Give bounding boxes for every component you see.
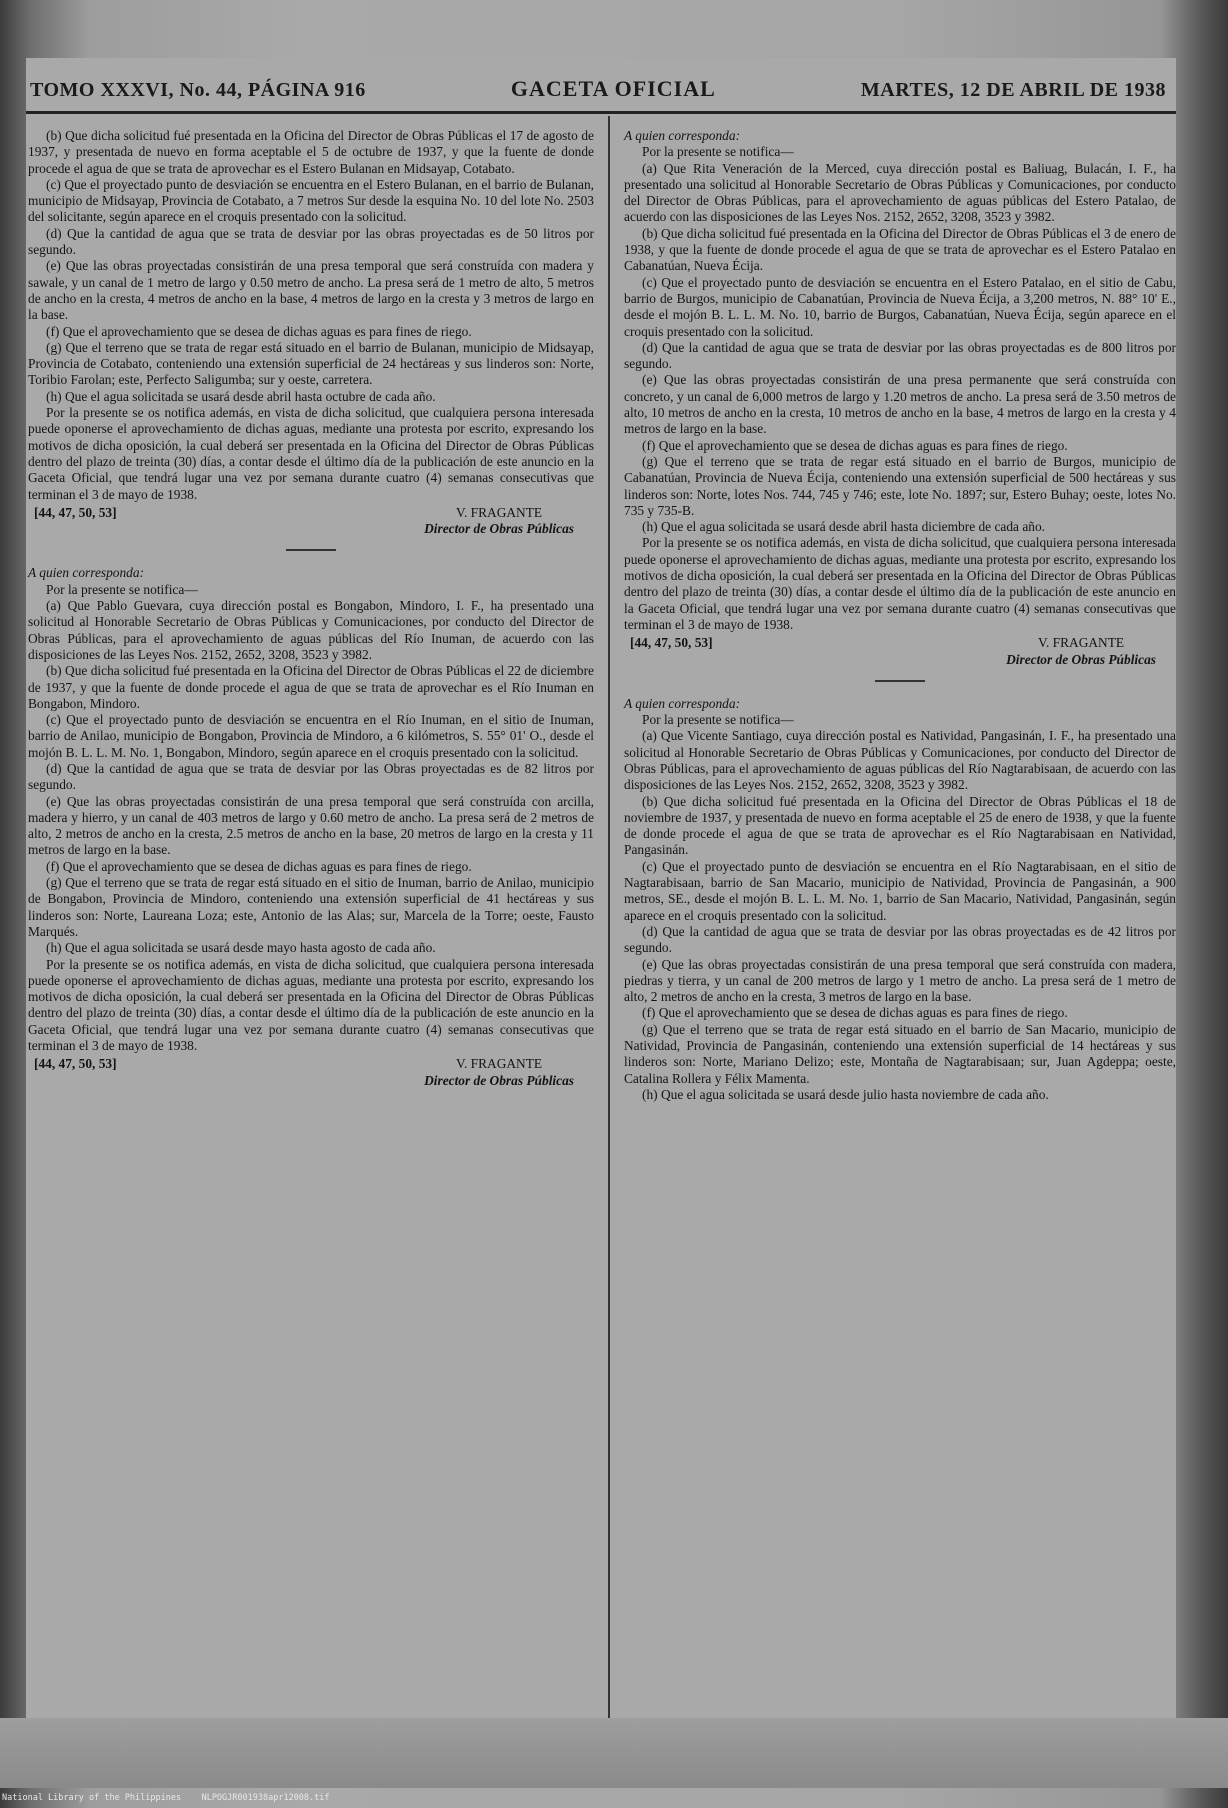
signature-block	[28, 1056, 594, 1089]
signer-name: V. FRAGANTE	[456, 1056, 543, 1072]
newspaper-page	[26, 58, 1176, 1718]
signer-name: V. FRAGANTE	[456, 504, 543, 520]
clause-g: (g) Que el terreno que se trata de regar está situado en el sitio de Inuman, barrio de Anilao, municipio de Bongabon, Provincia de Mindoro, conteniendo una extensión superficial de 41 hectáreas y sus linderos son: Norte, Laureana Loza; este, Antonio de las Alas; sur, Marcela de la Torre; oeste, Fausto Marqués.	[28, 875, 594, 939]
salutation: A quien corresponda:	[624, 128, 741, 143]
header-date: MARTES, 12 DE ABRIL DE 1938	[860, 79, 1166, 101]
clause-d: (d) Que la cantidad de agua que se trata de desviar por las obras proyectadas es de 800 litros por segundo.	[624, 339, 1176, 372]
clause-c: (c) Que el proyectado punto de desviación se encuentra en el Estero Bulanan, en el barrio de Bulanan, municipio de Midsayap, Provincia de Cotabato, a 7 metros Sur desde la esquina No. 10 del lote No. 2503 del solicitante, según aparece en el croquis presentado con la solicitud.	[28, 176, 594, 225]
clause-g: (g) Que el terreno que se trata de regar está situado en el barrio de San Macario, municipio de Natividad, Provincia de Pangasinán, conteniendo una extensión superficial de 14 hectáreas y sus linderos son: Norte, Mariano Delizo; este, Montaña de Nagtarabisaan; sur, Juan Agdeppa; oeste, Catalina Rollera y Félix Mamenta.	[624, 1021, 1176, 1086]
clause-e: (e) Que las obras proyectadas consistirán de una presa temporal que será construída con arcilla, madera y hierro, y un canal de 403 metros de largo y 0.60 metro de ancho. La presa será de 2 metros de alto, 2 metros de ancho en la cresta, 2.5 metros de ancho en la base, 20 metros de largo en la cresta y 11 metros de largo en la base.	[28, 793, 594, 858]
scan-bottom-margin	[0, 1718, 1228, 1788]
signatory	[1006, 635, 1176, 668]
left-column	[28, 128, 594, 1089]
clause-f: (f) Que el aprovechamiento que se desea de dichas aguas es para fines de riego.	[46, 858, 472, 874]
signature-block	[28, 505, 594, 538]
clause-d: (d) Que la cantidad de agua que se trata de desviar por las obras proyectadas es de 50 litros por segundo.	[28, 225, 594, 258]
clause-h: (h) Que el agua solicitada se usará desde mayo hasta agosto de cada año.	[46, 940, 436, 956]
clause-f: (f) Que el aprovechamiento que se desea de dichas aguas es para fines de riego.	[642, 437, 1068, 453]
notice-separator	[286, 549, 336, 551]
clause-a: (a) Que Vicente Santiago, cuya dirección postal es Natividad, Pangasinán, I. F., ha presentado una solicitud al Honorable Secretario de Obras Públicas y Comunicaciones, por conducto del Director de Obras Públicas, para el aprovechamiento de aguas públicas del Río Nagtarabisaan, de acuerdo con las disposiciones de las Leyes Nos. 2152, 2652, 3208, 3523 y 3982.	[624, 728, 1176, 793]
signer-title: Director de Obras Públicas	[424, 1072, 574, 1088]
header-rule	[26, 111, 1176, 114]
notice-midsayap	[28, 128, 594, 537]
issue-references: [44, 47, 50, 53]	[34, 1056, 117, 1072]
signature-block	[624, 635, 1176, 668]
notice-natividad	[624, 696, 1176, 1103]
column-divider	[608, 116, 610, 1738]
clause-h: (h) Que el agua solicitada se usará desde julio hasta noviembre de cada año.	[642, 1086, 1049, 1102]
signer-name: V. FRAGANTE	[1038, 635, 1125, 651]
clause-e: (e) Que las obras proyectadas consistirán de una presa permanente que será construída con concreto, y un canal de 6,000 metros de largo y 1.20 metros de ancho. La presa será de 3.50 metros de alto, 10 metros de ancho en la cresta, 10 metros de ancho en la base, 4 metros de largo en la cresta y 4 metros de largo en la base.	[624, 372, 1176, 437]
salutation: A quien corresponda:	[624, 695, 741, 711]
closing-paragraph: Por la presente se os notifica además, en vista de dicha solicitud, que cualquiera persona interesada puede oponerse el aprovechamiento de dichas aguas, mediante una protesta por escrito, expresando los motivos de dicha oposición, la cual deberá ser presentada en la Oficina del Director de Obras Públicas dentro del plazo de treinta (30) días, a contar desde el último día de la publicación de este anuncio en la Gaceta Oficial, que tendrá lugar una vez por semana durante cuatro (4) semanas consecutivas que terminan el 3 de mayo de 1938.	[28, 956, 594, 1054]
clause-d: (d) Que la cantidad de agua que se trata de desviar por las obras proyectadas es de 42 litros por segundo.	[624, 923, 1176, 956]
right-column	[624, 128, 1176, 1103]
signer-title: Director de Obras Públicas	[1006, 651, 1156, 667]
notice-cabanatuan	[624, 128, 1176, 668]
clause-c: (c) Que el proyectado punto de desviación se encuentra en el Río Inuman, en el sitio de Inuman, barrio de Anilao, municipio de Bongabon, Provincia de Mindoro, a 6 kilómetros, S. 55° 01' O., desde el mojón B. L. L. M. No. 1, Bongabon, Mindoro, según aparece en el croquis presentado con la solicitud.	[28, 712, 594, 760]
closing-paragraph: Por la presente se os notifica además, en vista de dicha solicitud, que cualquiera persona interesada puede oponerse el aprovechamiento de dichas aguas, mediante una protesta por escrito, expresando los motivos de dicha oposición, la cual deberá ser presentada en la Oficina del Director de Obras Públicas dentro del plazo de treinta (30) días, a contar desde el último día de la publicación de este anuncio en la Gaceta Oficial, que tendrá lugar una vez por semana durante cuatro (4) semanas consecutivas que terminan el 3 de mayo de 1938.	[28, 405, 594, 502]
clause-b: (b) Que dicha solicitud fué presentada en la Oficina del Director de Obras Públicas el 18 de noviembre de 1937, y presentada de nuevo en forma aceptable el 25 de enero de 1938, y que la fuente de donde procede el agua de que se trata de aprovechar es el Río Nagtarabisaan en Natividad, Pangasinán.	[624, 793, 1176, 858]
clause-c: (c) Que el proyectado punto de desviación se encuentra en el Río Nagtarabisaan, en el sitio de Nagtarabisaan, barrio de San Macario, municipio de Natividad, Provincia de Pangasinán, a 900 metros, SE., desde el mojón B. L. L. M. No. 1, barrio de San Macario, Natividad, Pangasinán, según aparece en el croquis presentado con la solicitud.	[624, 858, 1176, 923]
clause-g: (g) Que el terreno que se trata de regar está situado en el barrio de Bulanan, municipio de Midsayap, Provincia de Cotabato, conteniendo una extensión superficial de 24 hectáreas y sus linderos son: Norte, Toribio Farolan; este, Perfecto Saligumba; sur y oeste, carretera.	[28, 339, 594, 388]
clause-a: (a) Que Pablo Guevara, cuya dirección postal es Bongabon, Mindoro, I. F., ha presentado una solicitud al Honorable Secretario de Obras Públicas y Comunicaciones, por conducto del Director de Obras Públicas, para el aprovechamiento de aguas públicas del Río Inuman, de acuerdo con las disposiciones de las Leyes Nos. 2152, 2652, 3208, 3523 y 3982.	[28, 598, 594, 662]
scan-footer-caption: National Library of the Philippines NLPOGJR001938apr12008.tif	[2, 1793, 330, 1803]
clause-b: (b) Que dicha solicitud fué presentada en la Oficina del Director de Obras Públicas el 22 de diciembre de 1937, y que la fuente de donde procede el agua de que se trata de aprovechar es el Río Inuman en Bongabon, Mindoro.	[28, 663, 594, 711]
signer-title: Director de Obras Públicas	[424, 521, 574, 537]
closing-paragraph: Por la presente se os notifica además, en vista de dicha solicitud, que cualquiera persona interesada puede oponerse el aprovechamiento de dichas aguas, mediante una protesta por escrito, expresando los motivos de dicha oposición, la cual deberá ser presentada en la Oficina del Director de Obras Públicas dentro del plazo de treinta (30) días, a contar desde el último día de la publicación de este anuncio en la Gaceta Oficial, que tendrá lugar una vez por semana durante cuatro (4) semanas consecutivas que terminan el 3 de mayo de 1938.	[624, 535, 1176, 632]
intro: Por la presente se notifica—	[642, 712, 794, 728]
clause-e: (e) Que las obras proyectadas consistirán de una presa temporal que será construída con madera, piedras y tierra, y un canal de 200 metros de largo y 1 metro de ancho. La presa será de 1 metro de alto, 2 metros de ancho en la cresta, 3 metros de largo en la base.	[624, 956, 1176, 1005]
intro: Por la presente se notifica—	[46, 581, 198, 597]
clause-h: (h) Que el agua solicitada se usará desde abril hasta diciembre de cada año.	[642, 519, 1046, 535]
clause-b: (b) Que dicha solicitud fué presentada en la Oficina del Director de Obras Públicas el 17 de agosto de 1937, y presentada de nuevo en forma aceptable el 5 de octubre de 1937, y que la fuente de donde procede el agua de que se trata de aprovechar es el Estero Bulanan en Midsayap, Cotabato.	[28, 128, 594, 176]
notice-bongabon	[28, 565, 594, 1089]
salutation: A quien corresponda:	[28, 565, 145, 581]
clause-f: (f) Que el aprovechamiento que se desea de dichas aguas es para fines de riego.	[642, 1005, 1068, 1021]
clause-d: (d) Que la cantidad de agua que se trata de desviar por las Obras proyectadas es de 82 litros por segundo.	[28, 760, 594, 793]
signatory	[424, 505, 594, 538]
signatory	[424, 1056, 594, 1089]
clause-g: (g) Que el terreno que se trata de regar está situado en el barrio de Burgos, municipio de Cabanatúan, Provincia de Nueva Écija, conteniendo una extensión superficial de 500 hectáreas y sus linderos son: Norte, lotes Nos. 744, 745 y 746; este, lote No. 1897; sur, Estero Buhay; oeste, lotes No. 735 y 735-B.	[624, 453, 1176, 518]
clause-f: (f) Que el aprovechamiento que se desea de dichas aguas es para fines de riego.	[46, 323, 472, 339]
clause-a: (a) Que Rita Veneración de la Merced, cuya dirección postal es Baliuag, Bulacán, I. F., ha presentado una solicitud al Honorable Secretario de Obras Públicas y Comunicaciones, por conducto del Director de Obras Públicas, para el aprovechamiento de aguas públicas del Estero Patalao, de acuerdo con las disposiciones de las Leyes Nos. 2152, 2652, 3208, 3523 y 3982.	[624, 160, 1176, 225]
notice-separator	[875, 680, 925, 682]
issue-references: [44, 47, 50, 53]	[630, 635, 713, 651]
issue-references: [44, 47, 50, 53]	[34, 504, 117, 520]
clause-e: (e) Que las obras proyectadas consistirán de una presa temporal que será construída con madera y sawale, y un canal de 1 metro de largo y 0.50 metro de ancho. La presa será de 1 metro de alto, 5 metros de ancho en la cresta, 4 metros de ancho en la base, 4 metros de largo en la cresta y 3 metros de largo en la base.	[28, 258, 594, 323]
page-header	[26, 76, 1176, 110]
clause-h: (h) Que el agua solicitada se usará desde abril hasta octubre de cada año.	[46, 388, 436, 404]
clause-b: (b) Que dicha solicitud fué presentada en la Oficina del Director de Obras Públicas el 3 de enero de 1938, y que la fuente de donde procede el agua de que se trata de aprovechar es el Estero Patalao en Cabanatúan, Nueva Écija.	[624, 225, 1176, 274]
header-publication-title: GACETA OFICIAL	[510, 76, 716, 101]
clause-c: (c) Que el proyectado punto de desviación se encuentra en el Estero Patalao, en el sitio de Cabu, barrio de Burgos, municipio de Cabanatúan, Provincia de Nueva Écija, a 3,200 metros, N. 88° 10' E., desde el mojón B. L. L. M. No. 10, barrio de Burgos, Cabanatúan, Nueva Écija, según aparece en el croquis presentado con la solicitud.	[624, 274, 1176, 339]
header-volume-page: TOMO XXXVI, No. 44, PÁGINA 916	[30, 79, 366, 101]
intro: Por la presente se notifica—	[642, 144, 794, 160]
